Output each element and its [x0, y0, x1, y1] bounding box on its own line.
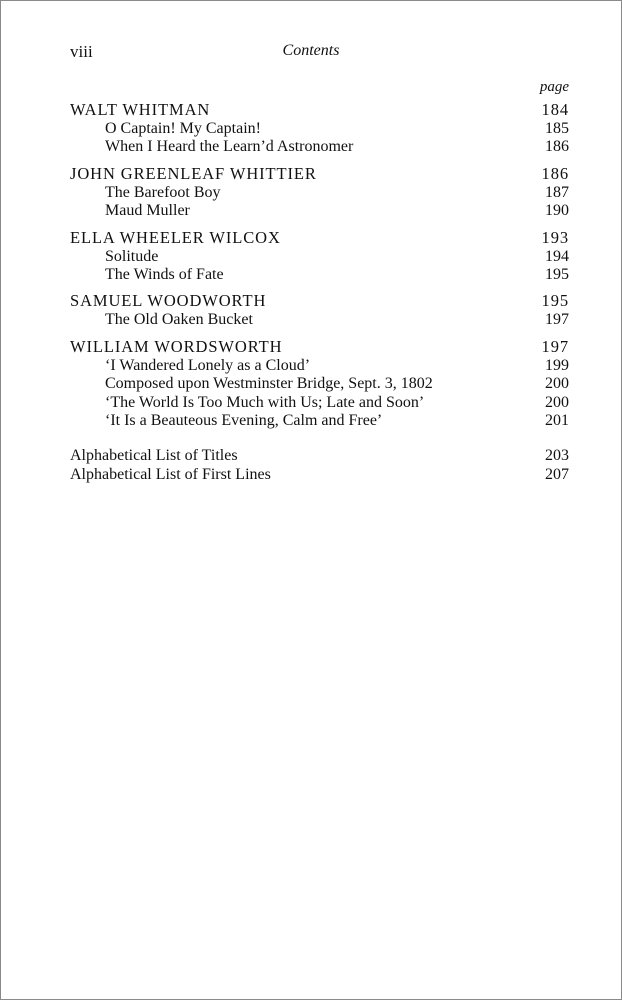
page-number: 190: [545, 202, 569, 219]
author-name: WILLIAM WORDSWORTH: [70, 337, 283, 356]
poem-title: O Captain! My Captain!: [105, 119, 261, 137]
poem-title: Maud Muller: [105, 202, 190, 219]
toc-section-wilcox: [70, 229, 569, 285]
toc-author-entry: [70, 229, 569, 248]
page-number: 195: [541, 291, 569, 310]
toc-poem-entry: [70, 138, 569, 157]
poem-title: ‘The World Is Too Much with Us; Late and Soon’: [105, 393, 425, 411]
author-name: ELLA WHEELER WILCOX: [70, 228, 281, 247]
page-number: 200: [545, 375, 569, 392]
toc-appendix-entry: [70, 447, 569, 466]
poem-title: ‘It Is a Beauteous Evening, Calm and Free’: [105, 412, 383, 429]
toc-author-entry: [70, 165, 569, 184]
page-number: 199: [545, 356, 569, 374]
poem-title: Composed upon Westminster Bridge, Sept. 3, 1802: [105, 375, 433, 392]
toc-poem-entry: [70, 412, 569, 431]
toc-appendix-entry: [70, 466, 569, 485]
toc-section-whittier: [70, 165, 569, 221]
toc-poem-entry: [70, 375, 569, 394]
page-number: 197: [541, 337, 569, 356]
toc-poem-entry: [70, 202, 569, 221]
page-number: 194: [545, 247, 569, 265]
poem-title: The Winds of Fate: [105, 266, 224, 283]
toc-author-entry: [70, 338, 569, 357]
folio: viii: [70, 42, 93, 61]
page-number: 201: [545, 412, 569, 429]
toc-section-wordsworth: [70, 338, 569, 431]
page-number: 193: [541, 228, 569, 247]
appendix-title: Alphabetical List of First Lines: [70, 465, 271, 483]
page-number: 185: [545, 119, 569, 137]
toc-poem-entry: [70, 266, 569, 285]
page-number: 195: [545, 266, 569, 283]
poem-title: The Old Oaken Bucket: [105, 310, 253, 328]
poem-title: The Barefoot Boy: [105, 183, 221, 201]
page-number: 186: [545, 138, 569, 155]
page-number: 207: [545, 465, 569, 483]
page-number: 203: [545, 447, 569, 464]
page-column-label: page: [539, 79, 569, 95]
toc-section-whitman: [70, 101, 569, 157]
toc-appendix: [70, 447, 569, 484]
poem-title: Solitude: [105, 247, 159, 265]
toc-author-entry: [70, 292, 569, 311]
toc-poem-entry: [70, 311, 569, 330]
toc-poem-entry: [70, 248, 569, 267]
running-title: Contents: [282, 42, 340, 59]
author-name: SAMUEL WOODWORTH: [70, 291, 267, 310]
toc-section-woodworth: [70, 292, 569, 329]
toc-author-entry: [70, 101, 569, 120]
toc-poem-entry: [70, 394, 569, 413]
toc-poem-entry: [70, 184, 569, 203]
toc-poem-entry: [70, 357, 569, 376]
appendix-title: Alphabetical List of Titles: [70, 447, 238, 464]
toc-poem-entry: [70, 120, 569, 139]
page-number: 184: [541, 100, 569, 119]
author-name: WALT WHITMAN: [70, 100, 211, 119]
page-number: 200: [545, 393, 569, 411]
author-name: JOHN GREENLEAF WHITTIER: [70, 164, 317, 183]
page-number: 186: [541, 164, 569, 183]
poem-title: When I Heard the Learn’d Astronomer: [105, 138, 354, 155]
page-number: 187: [545, 183, 569, 201]
poem-title: ‘I Wandered Lonely as a Cloud’: [105, 356, 311, 374]
page-number: 197: [545, 310, 569, 328]
